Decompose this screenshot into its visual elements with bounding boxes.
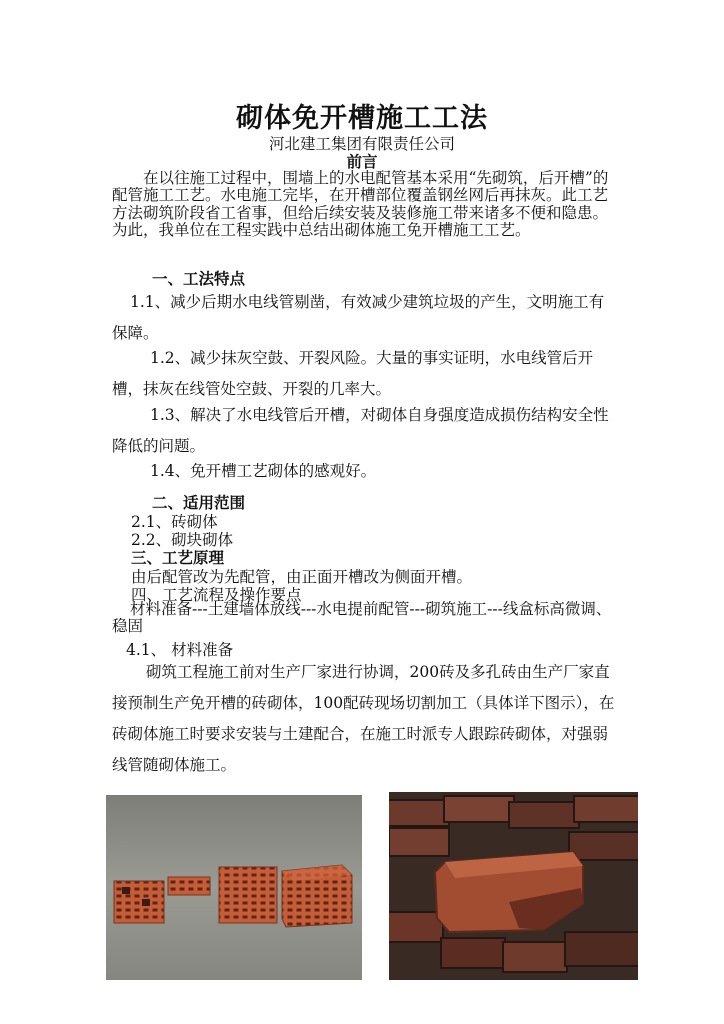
section-2-item-1: 2.1、砖砌体 (131, 513, 218, 531)
section-2-item-2: 2.2、砌块砌体 (131, 531, 234, 549)
section-4-body: 砌筑工程施工前对生产厂家进行协调，200砖及多孔砖由生产厂家直接预制生产免开槽的砖砌体，100配砖现场切割加工（具体详下图示），在砖砌体施工时要求安装与土建配合，在施工时派专人跟踪砖砌体，对强弱线管随砌体施工。 (112, 663, 615, 774)
section-4-sub-1: 4.1、 材料准备 (126, 641, 234, 659)
brick-samples-photo (106, 795, 362, 980)
preface-heading: 前言 (346, 153, 378, 171)
preface-paragraph: 在以往施工过程中，围墙上的水电配管基本采用“先砌筑，后开槽”的配管施工工艺。水电施工完毕，在开槽部位覆盖钢丝网后再抹灰。此工艺方法砌筑阶段省工省事，但给后续安装及装修施工带来诸多不便和隐患。为此，我单位在工程实践中总结出砌体施工免开槽施工工艺。 (112, 169, 609, 239)
section-4-flow: 材料准备---土建墙体放线---水电提前配管---砌筑施工---线盒标高微调、稳固 (112, 600, 612, 636)
document-title: 砌体免开槽施工工法 (236, 103, 488, 134)
section-2-heading: 二、适用范围 (152, 494, 246, 512)
section-1-item-4: 1.4、免开槽工艺砌体的感观好。 (150, 462, 377, 480)
section-3-body: 由后配管改为先配管，由正面开槽改为侧面开槽。 (131, 568, 473, 586)
section-1-item-1: 1.1、减少后期水电线管剔凿，有效减少建筑垃圾的产生，文明施工有保障。 (112, 293, 605, 342)
section-4-heading: 四、工艺流程及操作要点 (131, 586, 302, 604)
section-1-item-3: 1.3、解决了水电线管后开槽，对砌体自身强度造成损伤结构安全性降低的问题。 (112, 406, 609, 455)
section-3-heading: 三、工艺原理 (131, 549, 225, 567)
stacked-bricks-photo (389, 792, 638, 980)
section-1-item-2: 1.2、减少抹灰空鼓、开裂风险。大量的事实证明，水电线管后开槽，抹灰在线管处空鼓、开裂的几率大。 (112, 349, 594, 398)
company-name: 河北建工集团有限责任公司 (268, 135, 455, 153)
section-1-heading: 一、工法特点 (152, 270, 246, 288)
